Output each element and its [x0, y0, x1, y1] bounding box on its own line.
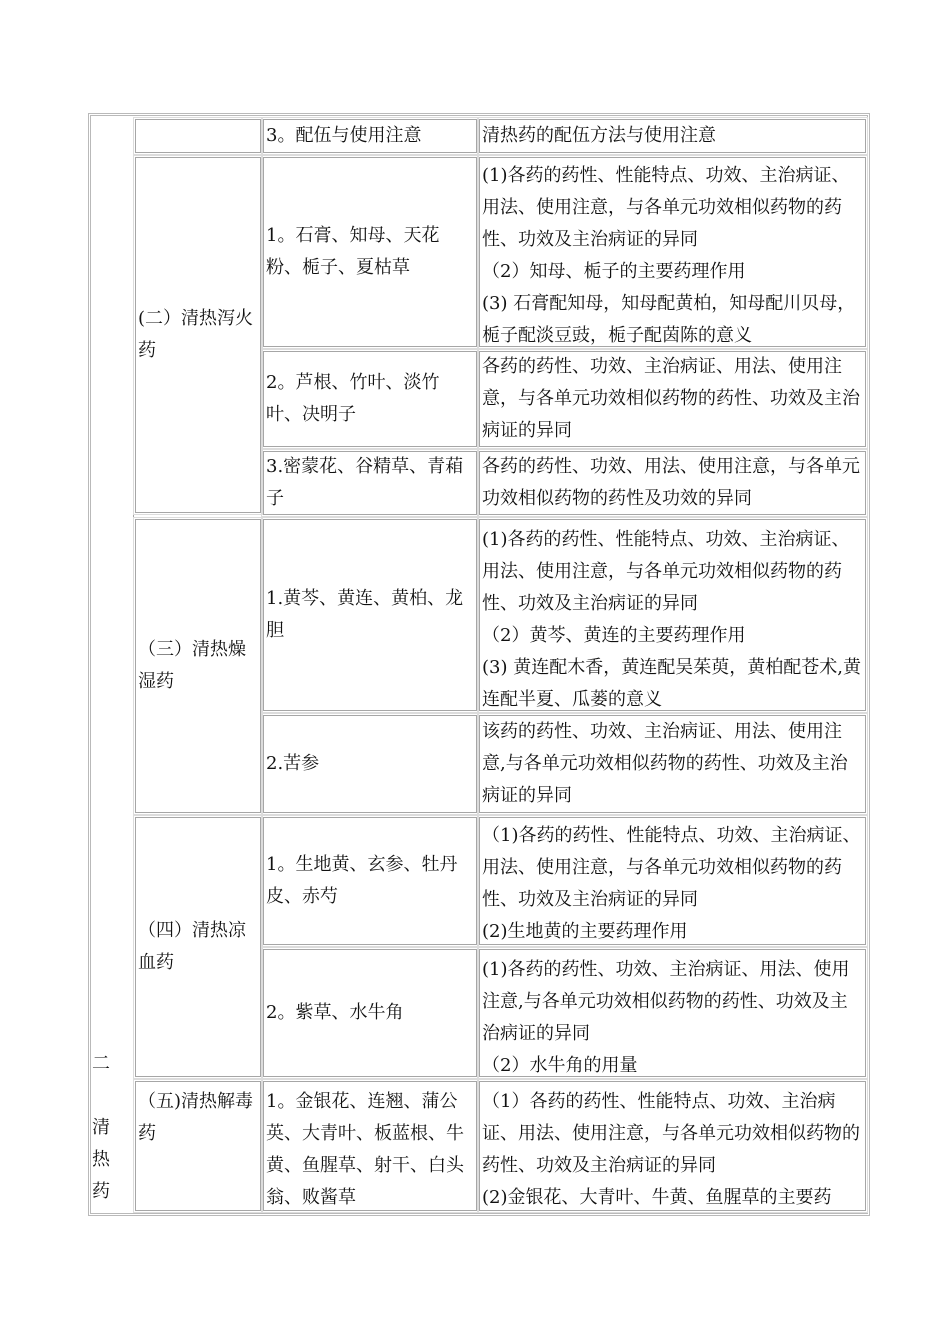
- content-text: （1）各药的药性、性能特点、功效、主治病证、用法、使用注意，与各单元功效相似药物的药性、功效及主治病证的异同: [482, 1091, 860, 1176]
- content-cell: [479, 817, 866, 945]
- content-text: 清热药的配伍方法与使用注意: [482, 125, 716, 146]
- content-cell: [479, 119, 866, 153]
- content-cell: [479, 157, 866, 347]
- item-cell: [263, 1081, 477, 1211]
- content-text: 各药的药性、功效、主治病证、用法、使用注意，与各单元功效相似药物的药性、功效及主治病证的异同: [482, 356, 860, 441]
- chapter-char-1: 清: [92, 1117, 110, 1138]
- content-text: （1)各药的药性、性能特点、功效、主治病证、用法、使用注意，与各单元功效相似药物的药性、功效及主治病证的异同: [482, 825, 861, 910]
- chapter-char-2: 热: [92, 1149, 110, 1170]
- content-cell: [479, 451, 866, 515]
- item-cell: [263, 451, 477, 515]
- content-text: (1)各药的药性、功效、主治病证、用法、使用注意,与各单元功效相似药物的药性、功效及主治病证的异同: [482, 959, 850, 1044]
- section-cell: [135, 817, 261, 1077]
- item-cell: [263, 817, 477, 945]
- section-text: （四）清热凉血药: [138, 920, 246, 973]
- content-text: (1)各药的药性、性能特点、功效、主治病证、用法、使用注意，与各单元功效相似药物的药性、功效及主治病证的异同: [482, 529, 850, 614]
- item-text: 1。生地黄、玄参、牡丹皮、赤芍: [266, 854, 458, 907]
- section-cell: [135, 519, 261, 813]
- item-text: 1。石膏、知母、天花粉、栀子、夏枯草: [266, 225, 440, 278]
- item-text: 1.黄芩、黄连、黄柏、龙胆: [266, 588, 464, 641]
- item-text: 1。金银花、连翘、蒲公英、大青叶、板蓝根、牛黄、鱼腥草、射干、白头翁、败酱草: [266, 1091, 464, 1208]
- section-cell: [135, 1081, 261, 1211]
- section-text: （五)清热解毒药: [138, 1091, 254, 1144]
- item-text: 2.苦参: [266, 753, 320, 774]
- section-text: （三）清热燥湿药: [138, 639, 246, 692]
- chapter-number: 二: [92, 1053, 110, 1074]
- item-cell: [263, 519, 477, 711]
- item-text: 3。配伍与使用注意: [266, 125, 422, 146]
- section-text: (二）清热泻火药: [138, 308, 254, 361]
- content-text: (3) 石膏配知母，知母配黄柏，知母配川贝母，栀子配淡豆豉，栀子配茵陈的意义: [482, 293, 856, 346]
- content-text: 该药的药性、功效、主治病证、用法、使用注意,与各单元功效相似药物的药性、功效及主治病证的异同: [482, 721, 848, 806]
- content-text: 各药的药性、功效、用法、使用注意，与各单元功效相似药物的药性及功效的异同: [482, 456, 860, 509]
- content-text: (2)金银花、大青叶、牛黄、鱼腥草的主要药: [482, 1187, 832, 1208]
- content-text: （2）知母、栀子的主要药理作用: [482, 261, 746, 282]
- column-divider: [133, 117, 134, 1213]
- content-text: (2)生地黄的主要药理作用: [482, 921, 688, 942]
- content-text: (1)各药的药性、性能特点、功效、主治病证、用法、使用注意，与各单元功效相似药物的药性、功效及主治病证的异同: [482, 165, 850, 250]
- content-cell: [479, 715, 866, 813]
- item-cell: [263, 351, 477, 447]
- item-text: 2。芦根、竹叶、淡竹叶、决明子: [266, 372, 440, 425]
- content-cell: [479, 949, 866, 1077]
- item-cell: [263, 715, 477, 813]
- content-text: （2）水牛角的用量: [482, 1055, 638, 1076]
- content-text: （2）黄芩、黄连的主要药理作用: [482, 625, 746, 646]
- content-cell: [479, 351, 866, 447]
- item-text: 3.密蒙花、谷精草、青葙子: [266, 456, 464, 509]
- item-cell: [263, 949, 477, 1077]
- chapter-char-3: 药: [92, 1181, 110, 1202]
- content-cell: [479, 1081, 866, 1211]
- item-cell: [263, 119, 477, 153]
- item-cell: [263, 157, 477, 347]
- item-text: 2。紫草、水牛角: [266, 1002, 404, 1023]
- section-cell: [135, 157, 261, 513]
- content-text: (3) 黄连配木香，黄连配吴茱萸，黄柏配苍术,黄连配半夏、瓜蒌的意义: [482, 657, 861, 710]
- content-cell: [479, 519, 866, 711]
- section-cell: [135, 119, 261, 153]
